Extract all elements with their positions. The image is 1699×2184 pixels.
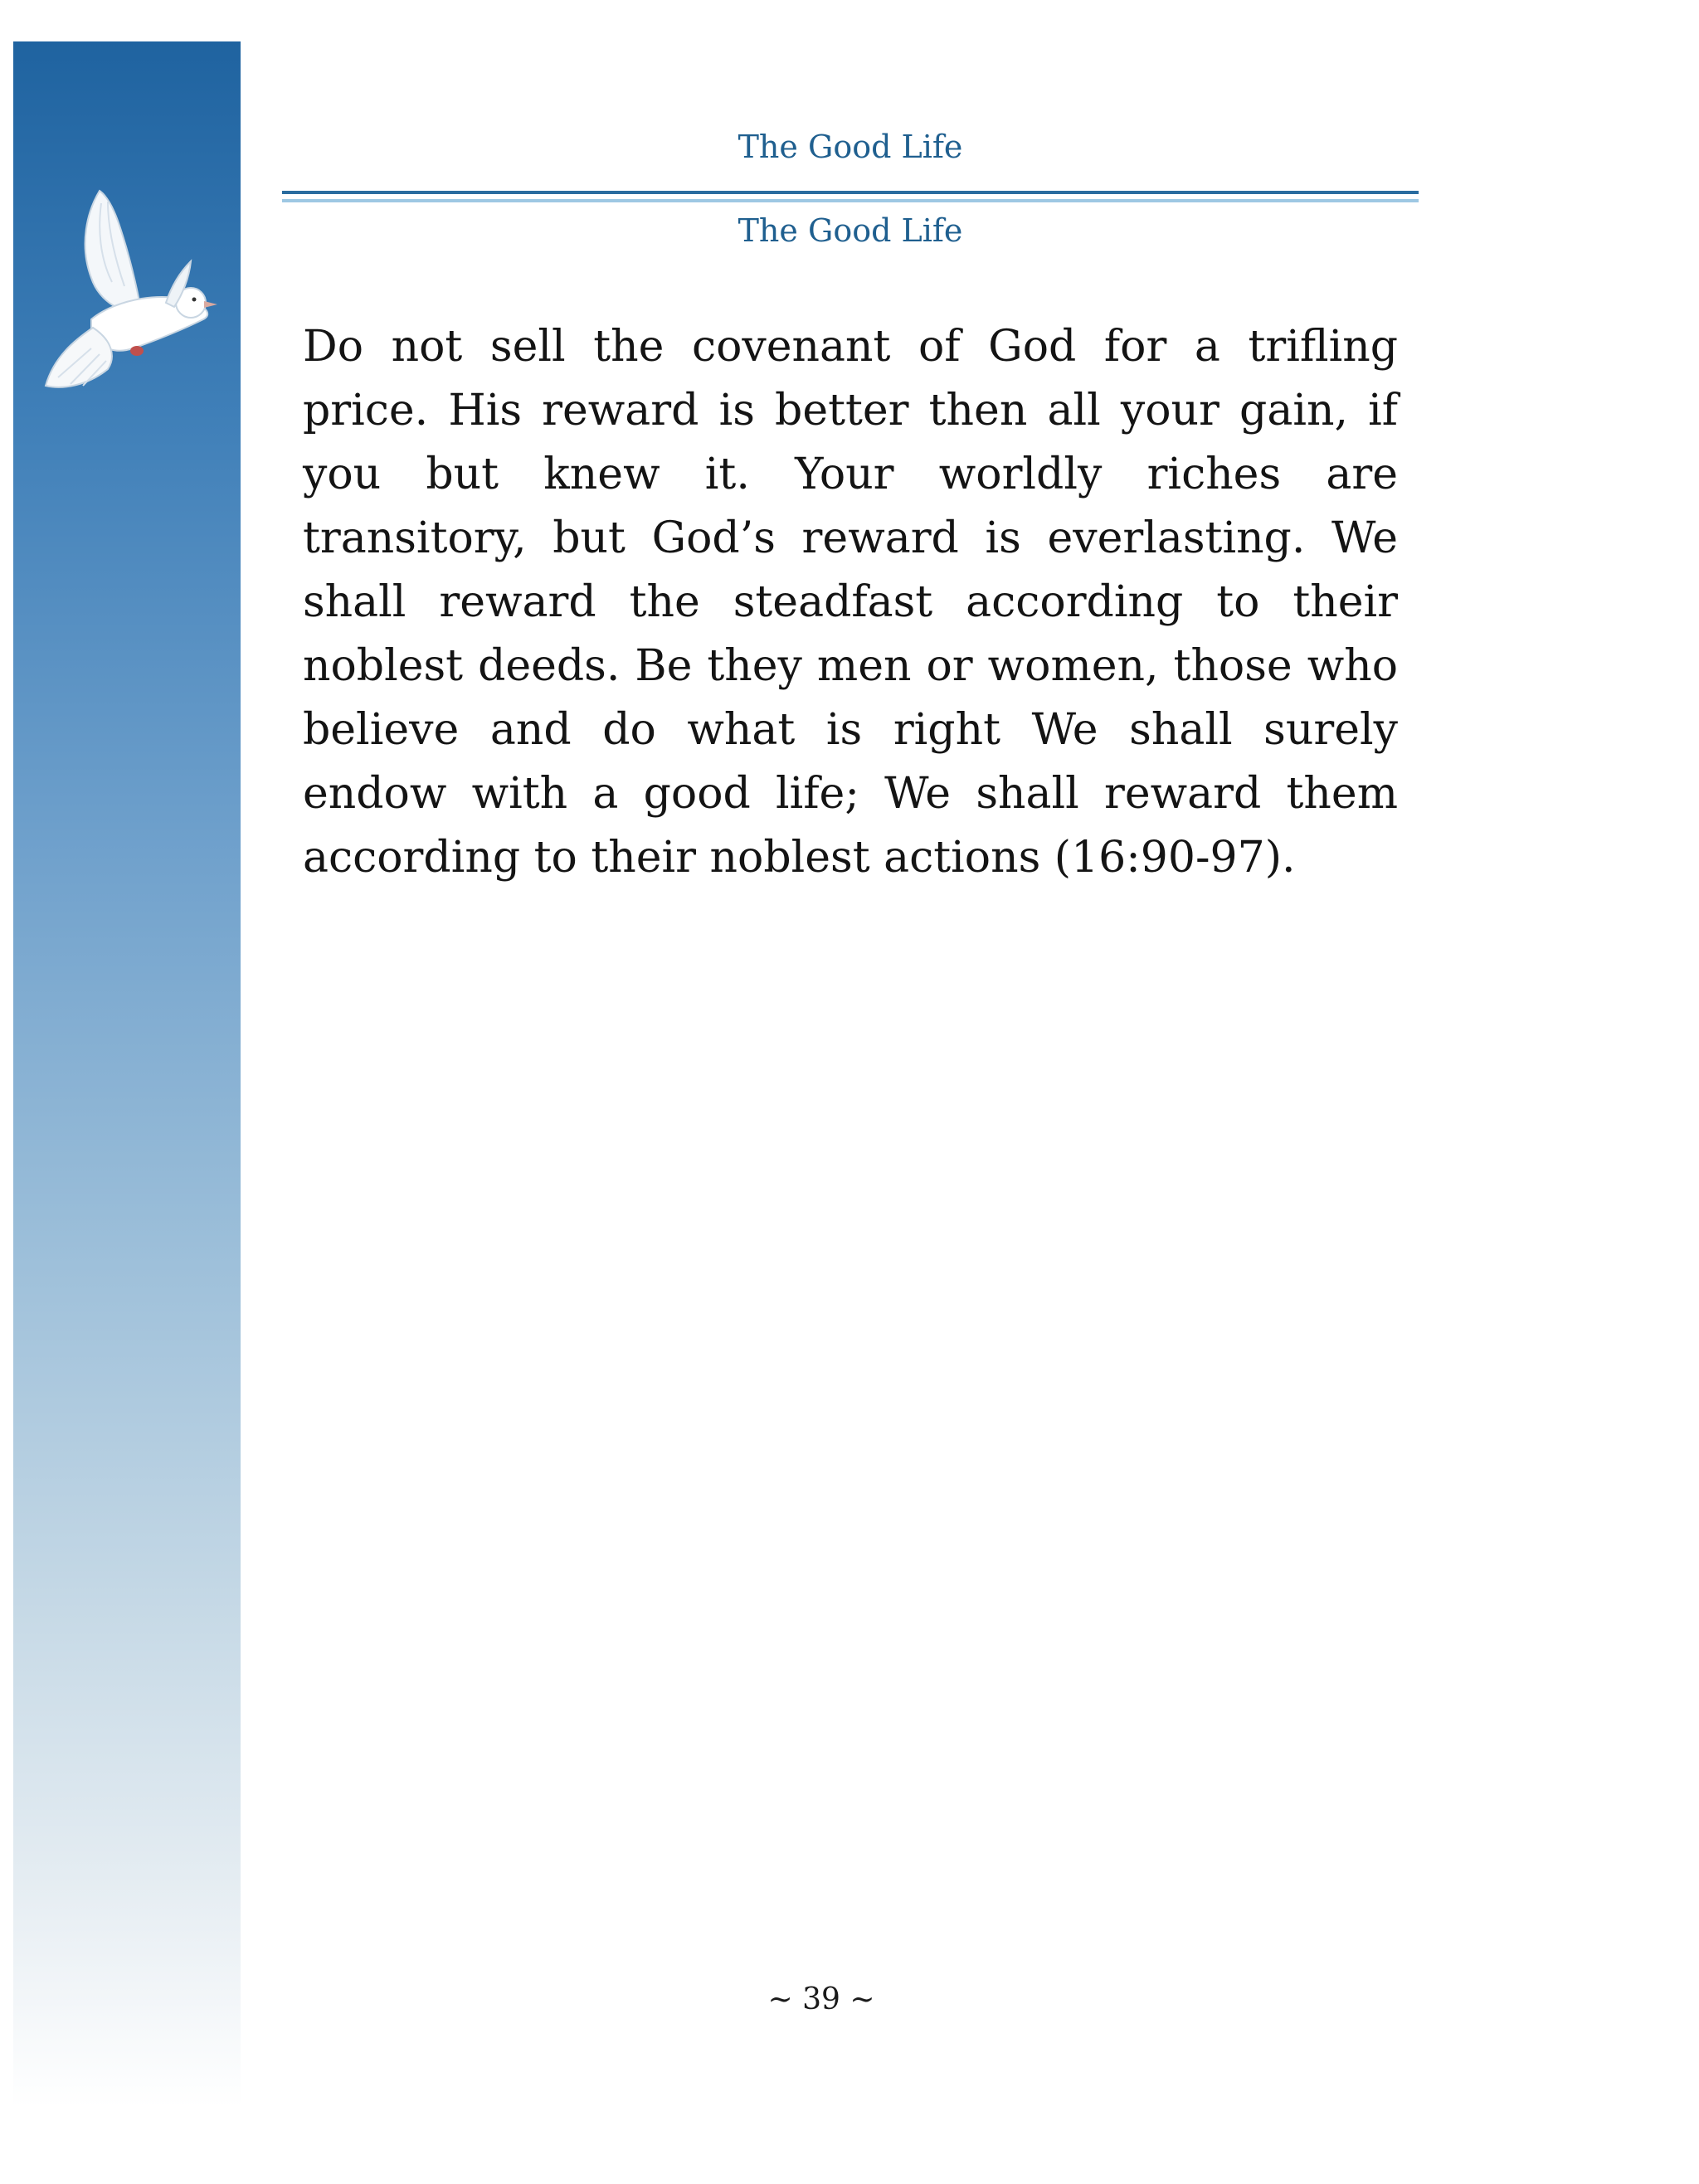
header-rule-dark <box>282 191 1419 194</box>
page-number: ~ 39 ~ <box>767 1982 875 2016</box>
running-title-top: The Good Life <box>738 129 963 165</box>
body-paragraph: Do not sell the covenant of God for a trifling price. His reward is better then all your gain, if you but knew it. Your worldly riches are transitory, but God’s reward is everlasting. We shall reward the steadfast according to their noblest deeds. Be they men or women, those who believe and do what is right We shall surely endow with a good life; We shall reward them according to their noblest actions (16:90-97). <box>303 322 1398 883</box>
running-title-bottom: The Good Life <box>738 212 963 249</box>
header-rule-light <box>282 199 1419 202</box>
dove-icon <box>41 178 220 419</box>
